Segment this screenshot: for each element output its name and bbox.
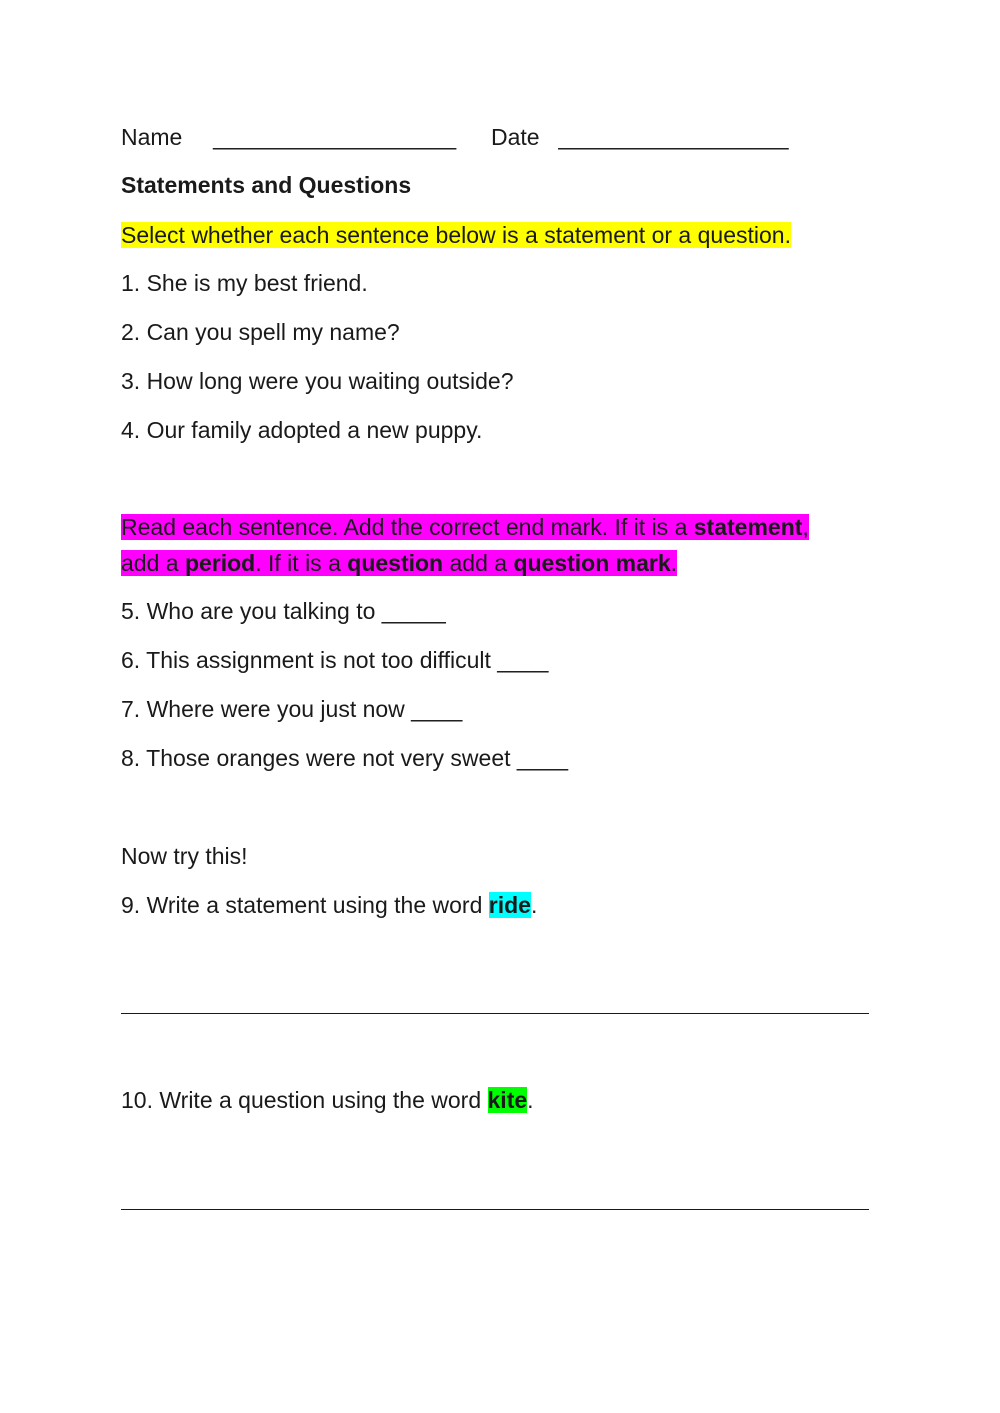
instruction-text: , (802, 514, 809, 540)
worksheet-title: Statements and Questions (121, 172, 412, 198)
name-date-row (121, 122, 789, 152)
keyword-question-mark: question mark (513, 550, 671, 576)
question-item-9 (121, 890, 537, 920)
section2-instruction-line1 (121, 512, 809, 542)
question-item-8[interactable]: 8. Those oranges were not very sweet ____ (121, 745, 569, 771)
section1-instruction-text: Select whether each sentence below is a statement or a question. (121, 222, 791, 248)
keyword-statement: statement (693, 514, 803, 540)
instruction-text: add a (121, 550, 185, 576)
instruction-text: . (670, 550, 678, 576)
question-item-6[interactable]: 6. This assignment is not too difficult ____ (121, 647, 549, 673)
question-item-3[interactable]: 3. How long were you waiting outside? (121, 368, 514, 394)
question-item-10 (121, 1085, 534, 1115)
date-label: Date (490, 124, 540, 150)
question-item-1[interactable]: 1. She is my best friend. (121, 270, 368, 296)
instruction-text: Read each sentence. Add the correct end mark. If it is a (121, 514, 694, 540)
section3-intro: Now try this! (121, 843, 248, 869)
keyword-kite: kite (487, 1087, 528, 1113)
section2-instruction-line2 (121, 548, 677, 578)
name-field[interactable]: ___________________ (213, 124, 457, 150)
name-label: Name (121, 124, 183, 150)
item9-text: 9. Write a statement using the word (121, 892, 489, 918)
item10-end: . (527, 1087, 534, 1113)
section2-instruction-highlight-2 (121, 550, 677, 576)
answer-line-10[interactable] (121, 1209, 869, 1210)
keyword-period: period (184, 550, 256, 576)
date-field[interactable]: __________________ (558, 124, 789, 150)
question-item-7[interactable]: 7. Where were you just now ____ (121, 696, 463, 722)
answer-line-9[interactable] (121, 1013, 869, 1014)
item10-text: 10. Write a question using the word (121, 1087, 488, 1113)
instruction-text: . If it is a (255, 550, 348, 576)
question-item-2[interactable]: 2. Can you spell my name? (121, 319, 400, 345)
section2-instruction-highlight-1 (121, 514, 809, 540)
section1-instruction (121, 220, 791, 250)
item9-end: . (530, 892, 538, 918)
question-item-4[interactable]: 4. Our family adopted a new puppy. (121, 417, 483, 443)
question-item-5[interactable]: 5. Who are you talking to _____ (121, 598, 446, 624)
keyword-ride: ride (488, 892, 531, 918)
instruction-text: add a (443, 550, 514, 576)
keyword-question: question (347, 550, 444, 576)
